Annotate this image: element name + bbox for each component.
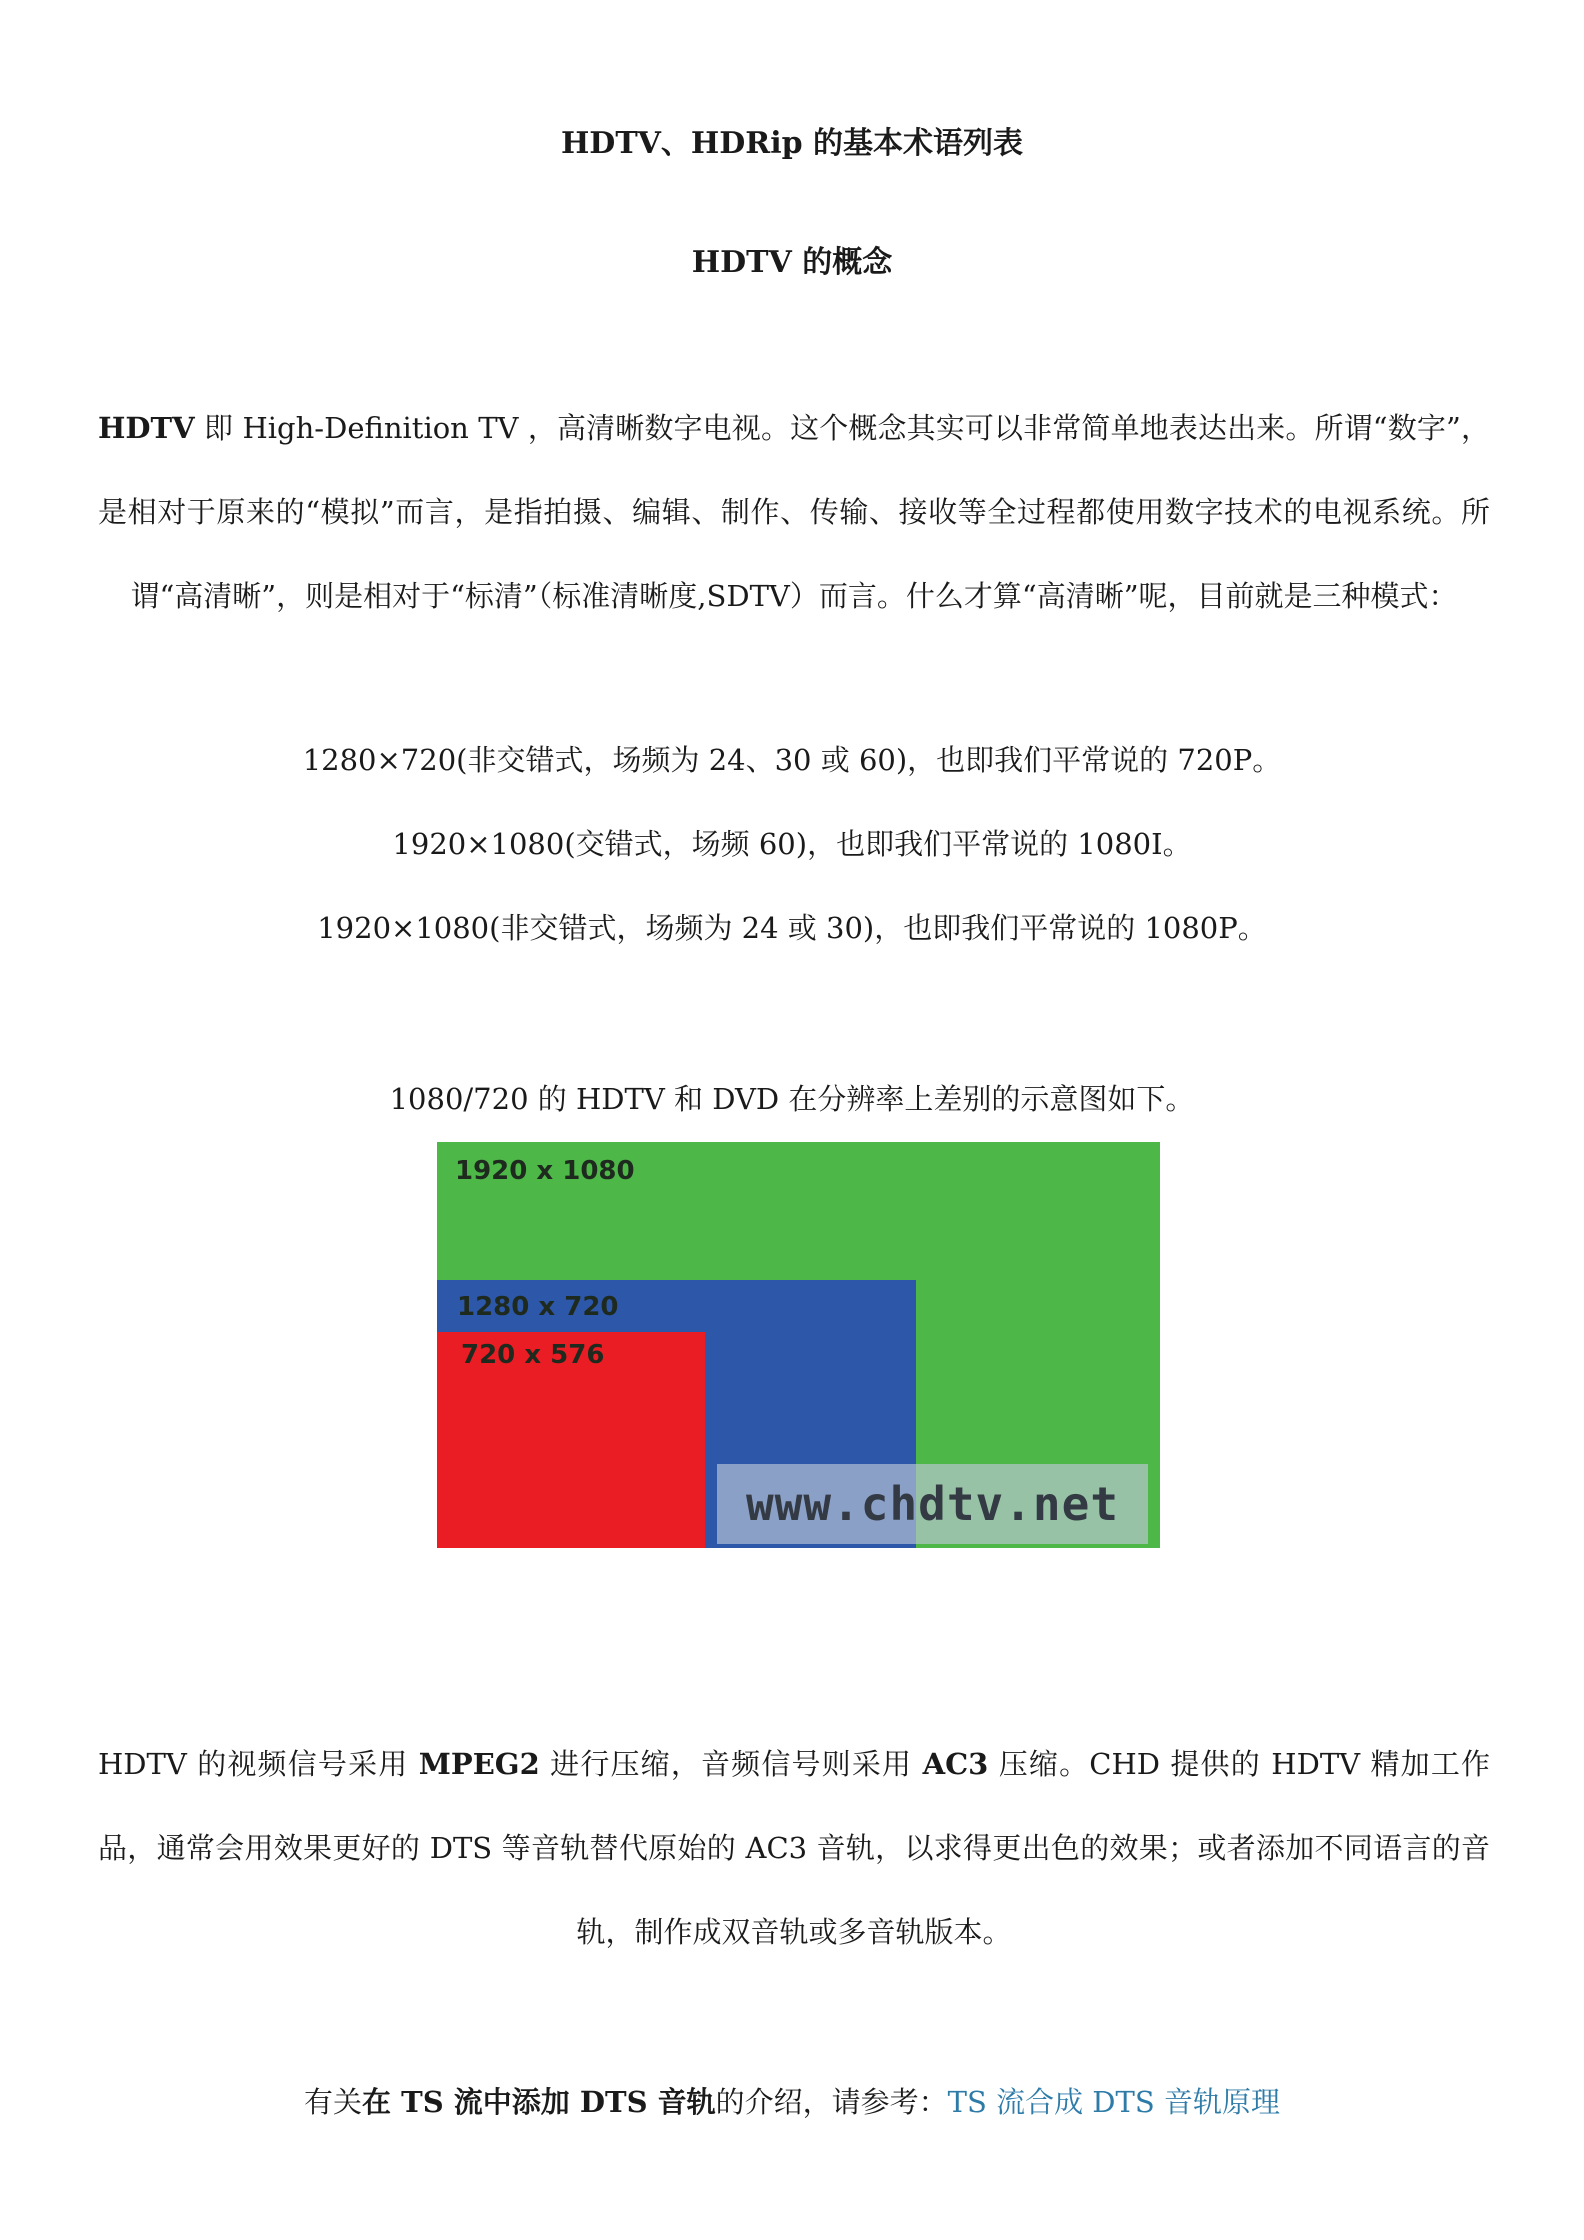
compression-paragraph xyxy=(98,1722,1490,1974)
watermark: www.chdtv.net xyxy=(717,1464,1148,1544)
mode-1080p xyxy=(0,906,1584,947)
ref-pre: 有关 xyxy=(304,2085,363,2119)
comp-text-2: 进行压缩，音频信号则采用 xyxy=(539,1747,923,1781)
mode-tag: 1080I xyxy=(1077,827,1163,861)
mode-tag: 720P xyxy=(1177,743,1253,777)
mode-end: 。 xyxy=(1252,743,1282,777)
mode-tag: 1080P xyxy=(1144,911,1238,945)
section-title: HDTV 的概念 xyxy=(691,245,893,280)
document-title: HDTV、HDRip 的基本术语列表 xyxy=(560,126,1024,161)
mode-res: 1280×720 xyxy=(302,743,457,777)
mode-text: (交错式，场频 60)，也即我们平常说的 xyxy=(564,827,1078,861)
mode-720p xyxy=(0,738,1584,779)
mode-text: (非交错式，场频为 24、30 或 60)，也即我们平常说的 xyxy=(456,743,1178,777)
figure-caption: 1080/720 的 HDTV 和 DVD 在分辨率上差别的示意图如下。 xyxy=(389,1082,1195,1116)
mode-text: (非交错式，场频为 24 或 30)，也即我们平常说的 xyxy=(489,911,1145,945)
label-720: 1280 x 720 xyxy=(457,1292,619,1322)
mode-res: 1920×1080 xyxy=(317,911,490,945)
intro-term: HDTV xyxy=(98,411,195,445)
intro-paragraph xyxy=(98,386,1490,638)
resolution-comparison-figure xyxy=(437,1142,1160,1548)
mode-end: 。 xyxy=(1237,911,1267,945)
comp-text-1: HDTV 的视频信号采用 xyxy=(98,1747,419,1781)
mode-res: 1920×1080 xyxy=(392,827,565,861)
comp-mpeg2: MPEG2 xyxy=(418,1747,540,1781)
mode-end: 。 xyxy=(1162,827,1192,861)
reference-line xyxy=(0,2080,1584,2121)
ref-link[interactable]: TS 流合成 DTS 音轨原理 xyxy=(947,2085,1280,2119)
ref-mid: 的介绍，请参考： xyxy=(715,2085,948,2119)
intro-text: 即 High-Definition TV ，高清晰数字电视。这个概念其实可以非常简单地表达出来。所谓“数字”，是相对于原来的“模拟”而言，是指拍摄、编辑、制作、传输、接收等全过程都使用数字技术的电视系统。所谓“高清晰”，则是相对于“标清”（标准清晰度,SDTV）而言。什么才算“高清晰”呢，目前就是三种模式： xyxy=(98,411,1490,613)
label-576: 720 x 576 xyxy=(461,1340,605,1370)
mode-1080i xyxy=(0,822,1584,863)
label-1080: 1920 x 1080 xyxy=(455,1156,635,1186)
ref-bold: 在 TS 流中添加 DTS 音轨 xyxy=(362,2085,716,2119)
comp-ac3: AC3 xyxy=(922,1747,989,1781)
comp-text-3: 压缩。CHD 提供的 HDTV 精加工作品，通常会用效果更好的 DTS 等音轨替代原始的 AC3 音轨，以求得更出色的效果；或者添加不同语言的音轨，制作成双音轨或多音轨版本。 xyxy=(98,1747,1491,1949)
